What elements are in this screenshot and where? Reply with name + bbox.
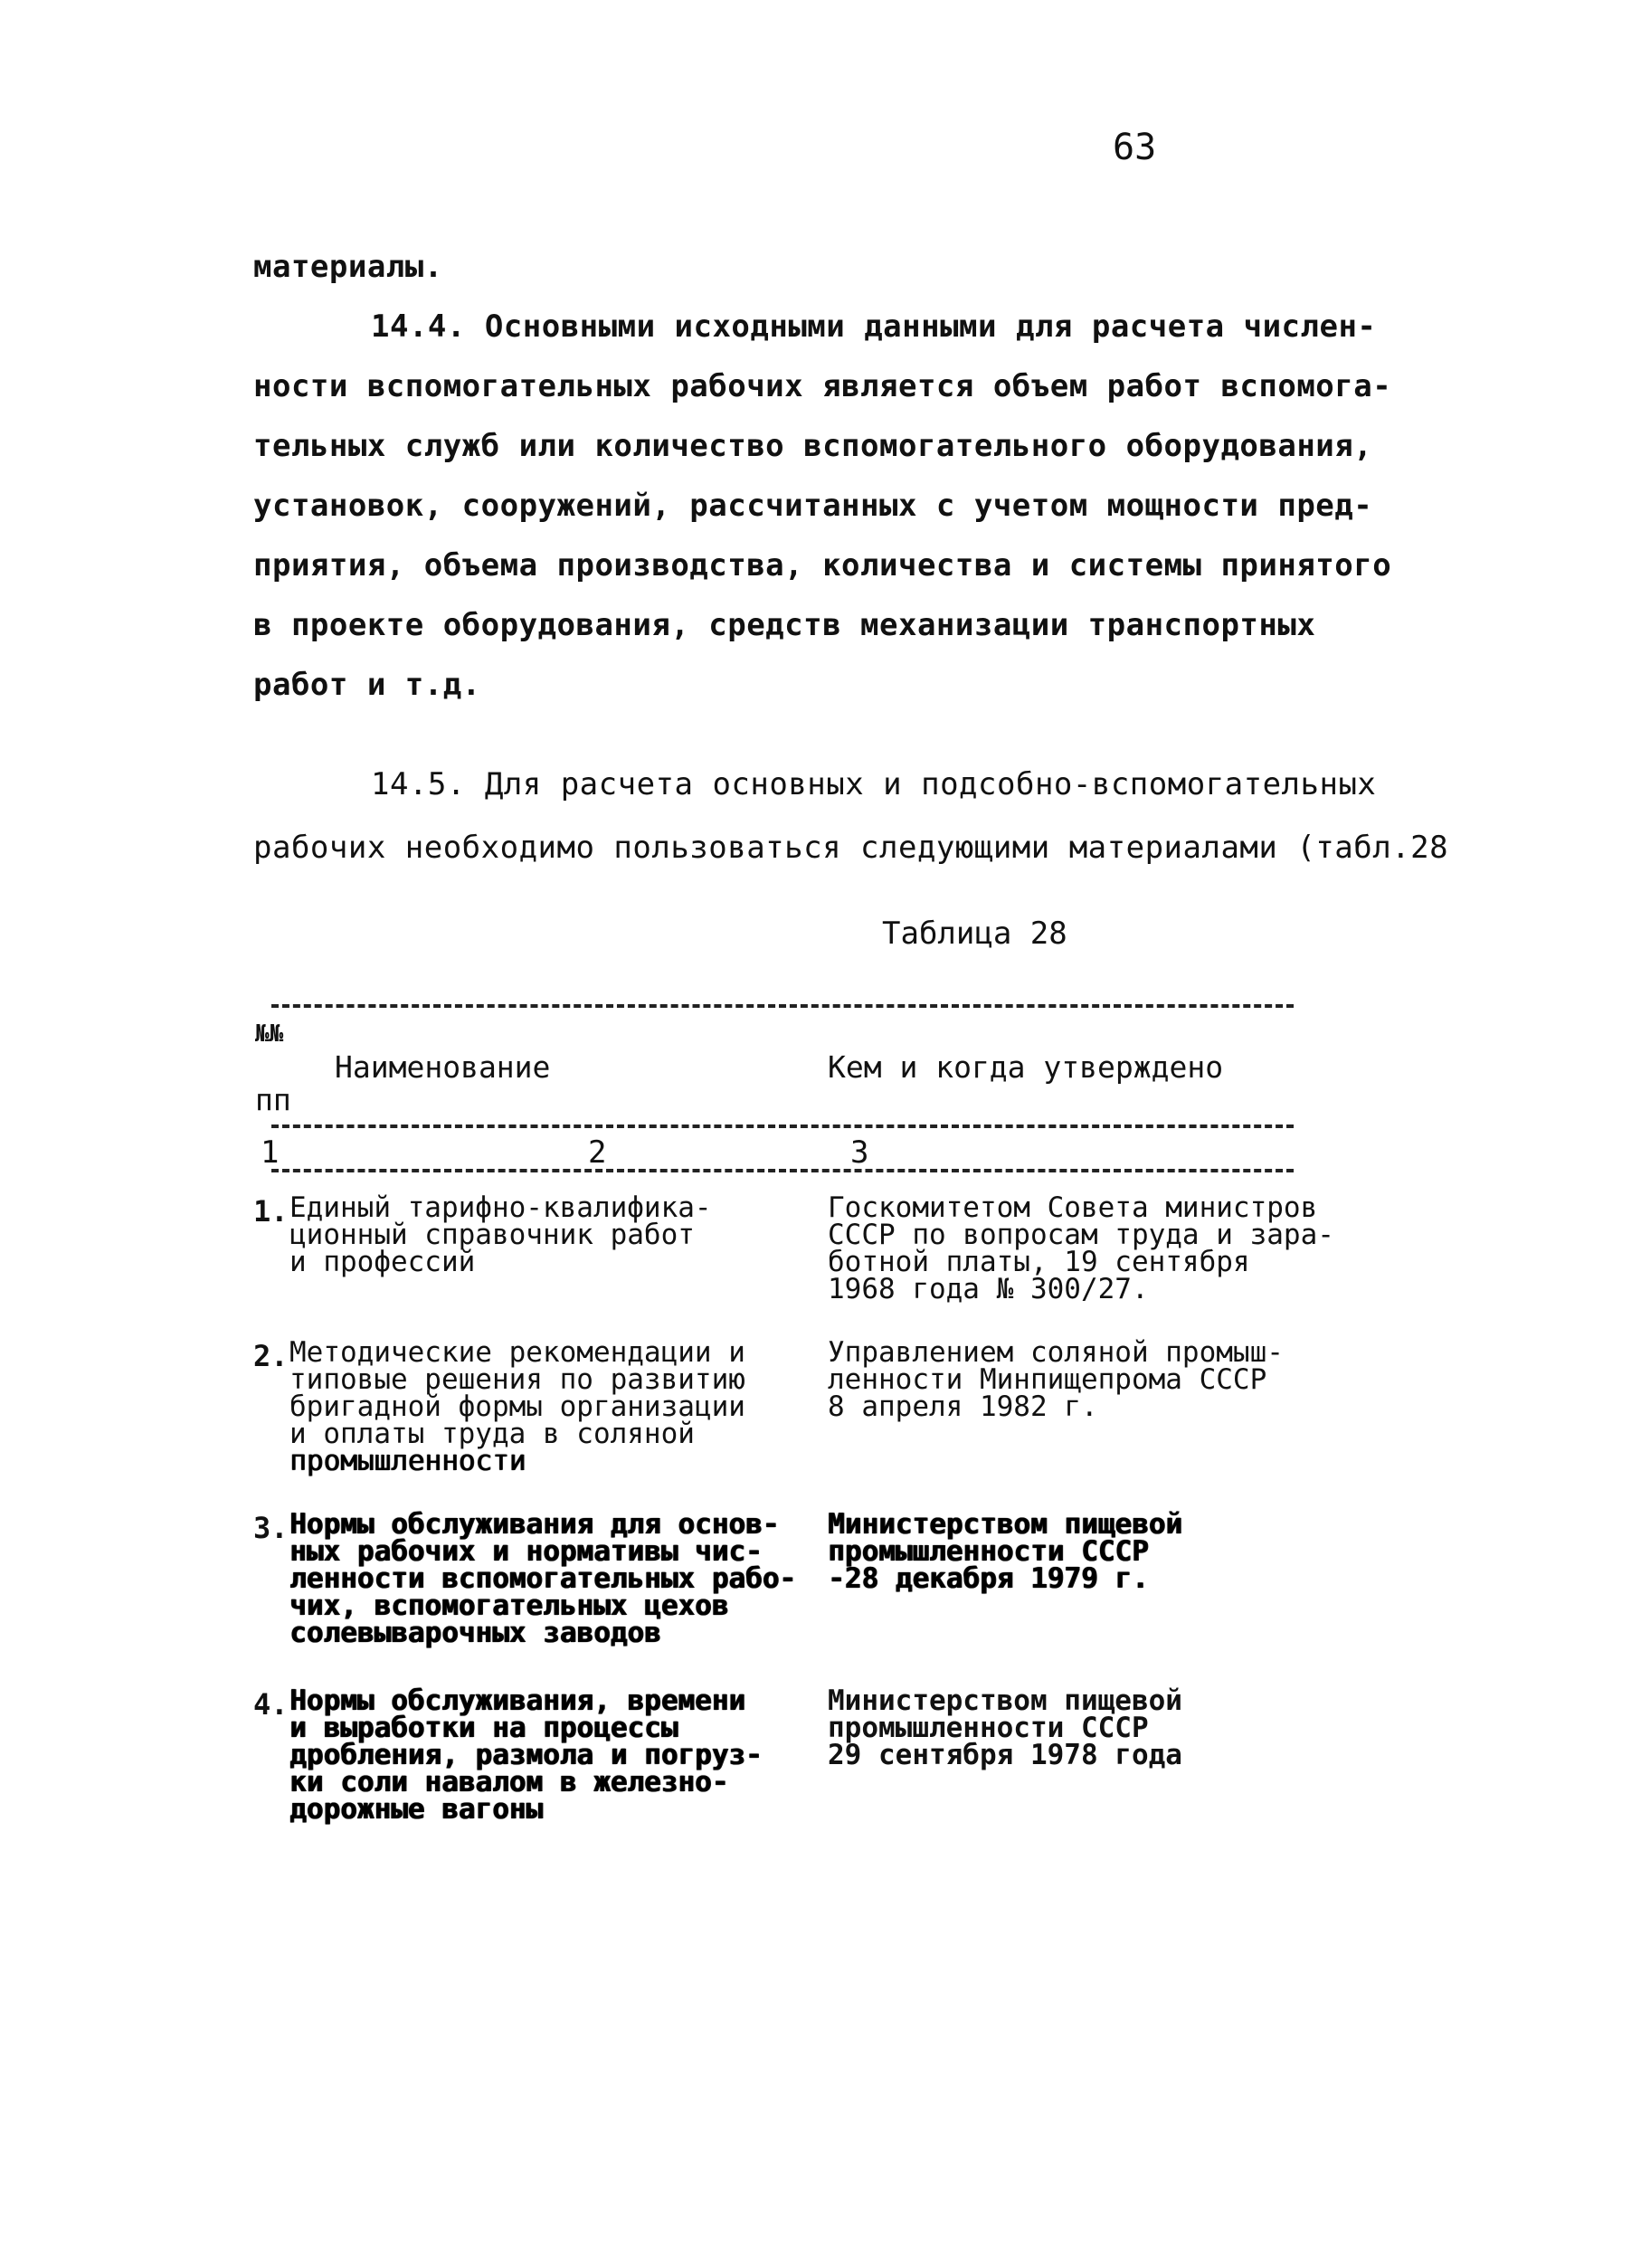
row-approved-line: 8 апреля 1982 г. (828, 1390, 1098, 1423)
paragraph-line: тельных служб или количество вспомогательного оборудования, (253, 428, 1373, 464)
row-name-line: Единый тарифно-квалифика- (289, 1191, 712, 1224)
row-name-line: типовые решения по развитию (289, 1363, 745, 1396)
row-number: 2. (253, 1339, 289, 1373)
paragraph-line: работ и т.д. (253, 667, 481, 703)
row-name-cell (289, 1191, 778, 1278)
row-approved-cell (828, 1684, 1334, 1771)
header-name: Наименование (335, 1049, 551, 1085)
row-approved-cell (828, 1336, 1334, 1423)
header-num-line2: пп (255, 1082, 291, 1117)
row-name-line: промышленности (289, 1445, 526, 1477)
row-approved-line: ботной платы, 19 сентября (828, 1246, 1250, 1278)
row-name-line: и оплаты труда в соляной (289, 1418, 695, 1450)
paragraph-line: приятия, объема производства, количества и системы принятого (253, 547, 1392, 584)
row-name-cell (289, 1336, 778, 1477)
row-approved-line: Министерством пищевой (828, 1508, 1182, 1541)
row-approved-line: промышленности СССР (828, 1712, 1149, 1744)
row-name-line: и выработки на процессы (289, 1712, 678, 1744)
row-approved-line: Министерством пищевой (828, 1684, 1182, 1717)
row-name-cell (289, 1684, 778, 1826)
row-approved-line: 29 сентября 1978 года (828, 1739, 1182, 1771)
row-name-line: бригадной формы организации (289, 1390, 745, 1423)
row-approved-line: СССР по вопросам труда и зара- (828, 1219, 1334, 1251)
table-caption: Таблица 28 (882, 916, 1067, 952)
row-number: 3. (253, 1511, 289, 1545)
row-name-line: солевыварочных заводов (289, 1617, 661, 1649)
row-number: 4. (253, 1687, 289, 1722)
paragraph-14-5 (253, 753, 1449, 879)
column-number-1: 1 (261, 1134, 280, 1171)
header-approved: Кем и когда утверждено (828, 1049, 1224, 1085)
row-approved-line: промышленности СССР (828, 1535, 1149, 1568)
row-name-line: ленности вспомогательных рабо- (289, 1562, 796, 1595)
row-name-line: ки соли навалом в железно- (289, 1766, 729, 1798)
paragraph-line: установок, сооружений, рассчитанных с учетом мощности пред- (253, 488, 1373, 524)
row-approved-line: -28 декабря 1979 г. (828, 1562, 1149, 1595)
column-number-2: 2 (588, 1134, 607, 1171)
row-approved-cell (828, 1508, 1334, 1595)
row-number: 1. (253, 1194, 289, 1229)
row-name-cell (289, 1508, 796, 1649)
row-name-line: Нормы обслуживания, времени (289, 1684, 745, 1717)
page-number: 63 (1113, 127, 1157, 168)
paragraph-line: рабочих необходимо пользоваться следующими материалами (табл.28 (253, 830, 1449, 866)
row-approved-cell (828, 1191, 1334, 1305)
row-name-line: и профессий (289, 1246, 476, 1278)
row-name-line: ных рабочих и нормативы чис- (289, 1535, 763, 1568)
header-num-line1: №№ (255, 1020, 284, 1048)
paragraph-line: ности вспомогательных рабочих является объем работ вспомога- (253, 368, 1392, 404)
row-approved-line: 1968 года № 300/27. (828, 1273, 1149, 1305)
table-top-rule (271, 1004, 1294, 1008)
row-approved-line: Госкомитетом Совета министров (828, 1191, 1318, 1224)
column-number-3: 3 (850, 1134, 869, 1171)
paragraph-line: 14.4. Основными исходными данными для расчета числен- (371, 308, 1377, 345)
row-name-line: чих, вспомогательных цехов (289, 1589, 729, 1622)
row-name-line: дробления, размола и погруз- (289, 1739, 763, 1771)
row-approved-line: Управлением соляной промыш- (828, 1336, 1284, 1369)
row-name-line: Нормы обслуживания для основ- (289, 1508, 780, 1541)
paragraph-line: материалы. (253, 249, 443, 285)
header-bottom-rule (271, 1125, 1294, 1128)
row-approved-line: ленности Минпищепрома СССР (828, 1363, 1267, 1396)
row-name-line: дорожные вагоны (289, 1793, 543, 1826)
column-numbers-bottom-rule (271, 1169, 1294, 1172)
paragraph-14-4 (253, 237, 1393, 715)
paragraph-line: в проекте оборудования, средств механизации транспортных (253, 607, 1316, 643)
row-name-line: Методические рекомендации и (289, 1336, 745, 1369)
paragraph-line: 14.5. Для расчета основных и подсобно-вспомогательных (371, 766, 1377, 802)
row-name-line: ционный справочник работ (289, 1219, 695, 1251)
